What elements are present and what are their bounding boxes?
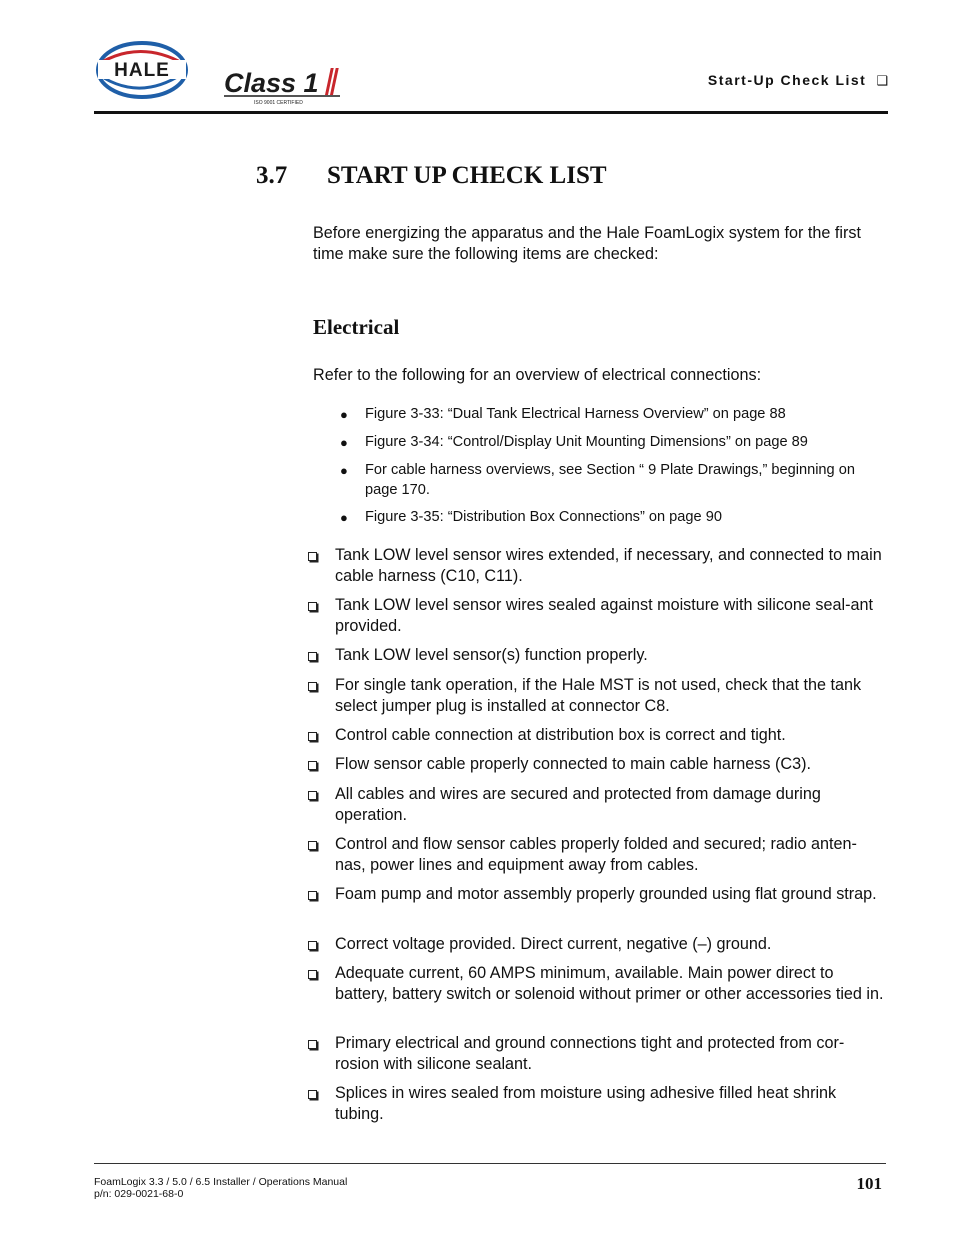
reference-text: Figure 3-33: “Dual Tank Electrical Harness Overview” on page 88 — [365, 406, 786, 422]
checklist-text: Splices in wires sealed from moisture using adhesive filled heat shrink tubing. — [335, 1084, 837, 1123]
checkbox-icon — [308, 652, 317, 661]
running-head — [708, 72, 888, 89]
checklist-text: Tank LOW level sensor wires sealed against moisture with silicone seal-ant provided. — [335, 596, 874, 635]
section-heading — [256, 162, 607, 190]
checkbox-icon — [308, 552, 317, 561]
checkbox-icon — [308, 841, 317, 850]
checklist-text: All cables and wires are secured and protected from damage during operation. — [335, 785, 821, 824]
checkbox-icon — [308, 682, 317, 691]
checklist-item — [307, 934, 887, 955]
checkbox-icon — [308, 1090, 317, 1099]
checklist-item — [307, 884, 887, 905]
checkbox-icon — [308, 891, 317, 900]
checklist-item — [307, 963, 887, 1004]
bullet-icon: ● — [340, 435, 348, 450]
checklist-item — [307, 1083, 887, 1124]
electrical-heading: Electrical — [313, 315, 400, 339]
checklist-item — [307, 754, 887, 775]
hale-logo-text: HALE — [114, 60, 170, 81]
bullet-icon: ● — [340, 407, 348, 422]
checklist-text: For single tank operation, if the Hale MST is not used, check that the tank select jumper plug is installed at connector C8. — [335, 676, 862, 715]
footer-part-number: p/n: 029-0021-68-0 — [94, 1188, 184, 1200]
reference-item — [340, 461, 885, 500]
reference-text: Figure 3-35: “Distribution Box Connections” on page 90 — [365, 509, 722, 525]
reference-item — [340, 508, 885, 528]
bullet-icon: ● — [340, 510, 348, 525]
checklist-item — [307, 595, 887, 636]
checklist-text: Correct voltage provided. Direct current, negative (–) ground. — [335, 935, 772, 953]
checklist-item — [307, 784, 887, 825]
reference-item — [340, 433, 885, 453]
intro-paragraph: Before energizing the apparatus and the Hale FoamLogix system for the first time make sure the following items are checked: — [313, 224, 861, 263]
hale-logo — [94, 38, 190, 102]
header-divider — [94, 111, 888, 114]
checkbox-icon — [308, 602, 317, 611]
reference-item — [340, 405, 885, 425]
section-title: START UP CHECK LIST — [327, 162, 607, 189]
reference-text: For cable harness overviews, see Section “ 9 Plate Drawings,” beginning on page 170. — [365, 462, 855, 498]
refer-paragraph: Refer to the following for an overview of electrical connections: — [313, 366, 762, 384]
checkbox-icon: ❑ — [876, 73, 888, 88]
footer-divider — [94, 1163, 886, 1164]
class1-logo-text: Class 1 — [224, 68, 319, 98]
checkbox-icon — [308, 1040, 317, 1049]
checklist-item — [307, 725, 887, 746]
checklist-item — [307, 645, 887, 666]
reference-text: Figure 3-34: “Control/Display Unit Mounting Dimensions” on page 89 — [365, 434, 808, 450]
checklist-text: Control cable connection at distribution box is correct and tight. — [335, 726, 786, 744]
checklist-text: Foam pump and motor assembly properly grounded using flat ground strap. — [335, 885, 877, 903]
checklist-item — [307, 834, 887, 875]
checkbox-icon — [308, 761, 317, 770]
checklist-text: Flow sensor cable properly connected to main cable harness (C3). — [335, 755, 811, 773]
page-number: 101 — [856, 1174, 882, 1193]
bullet-icon: ● — [340, 463, 348, 478]
running-head-text: Start-Up Check List — [707, 72, 867, 88]
checklist-item — [307, 1033, 887, 1074]
checklist-item — [307, 545, 887, 586]
checkbox-icon — [308, 970, 317, 979]
footer-info — [94, 1176, 347, 1200]
checklist-text: Adequate current, 60 AMPS minimum, available. Main power direct to battery, battery switch or solenoid without primer or other accessories tied in. — [335, 964, 884, 1003]
checklist-item — [307, 675, 887, 716]
checkbox-icon — [308, 732, 317, 741]
checklist-text: Tank LOW level sensor(s) function properly. — [335, 646, 648, 664]
class1-logo — [222, 62, 344, 106]
section-number: 3.7 — [256, 162, 288, 189]
checklist-text: Primary electrical and ground connections tight and protected from cor-rosion with silicone sealant. — [335, 1034, 845, 1073]
checkbox-icon — [308, 941, 317, 950]
checkbox-icon — [308, 791, 317, 800]
checklist-text: Control and flow sensor cables properly folded and secured; radio anten-nas, power lines and equipment away from cables. — [335, 835, 857, 874]
class1-certified-text: ISO 9001 CERTIFIED — [254, 100, 303, 106]
checklist-text: Tank LOW level sensor wires extended, if necessary, and connected to main cable harness (C10, C11). — [335, 546, 882, 585]
footer-manual-title: FoamLogix 3.3 / 5.0 / 6.5 Installer / Operations Manual — [94, 1176, 348, 1188]
